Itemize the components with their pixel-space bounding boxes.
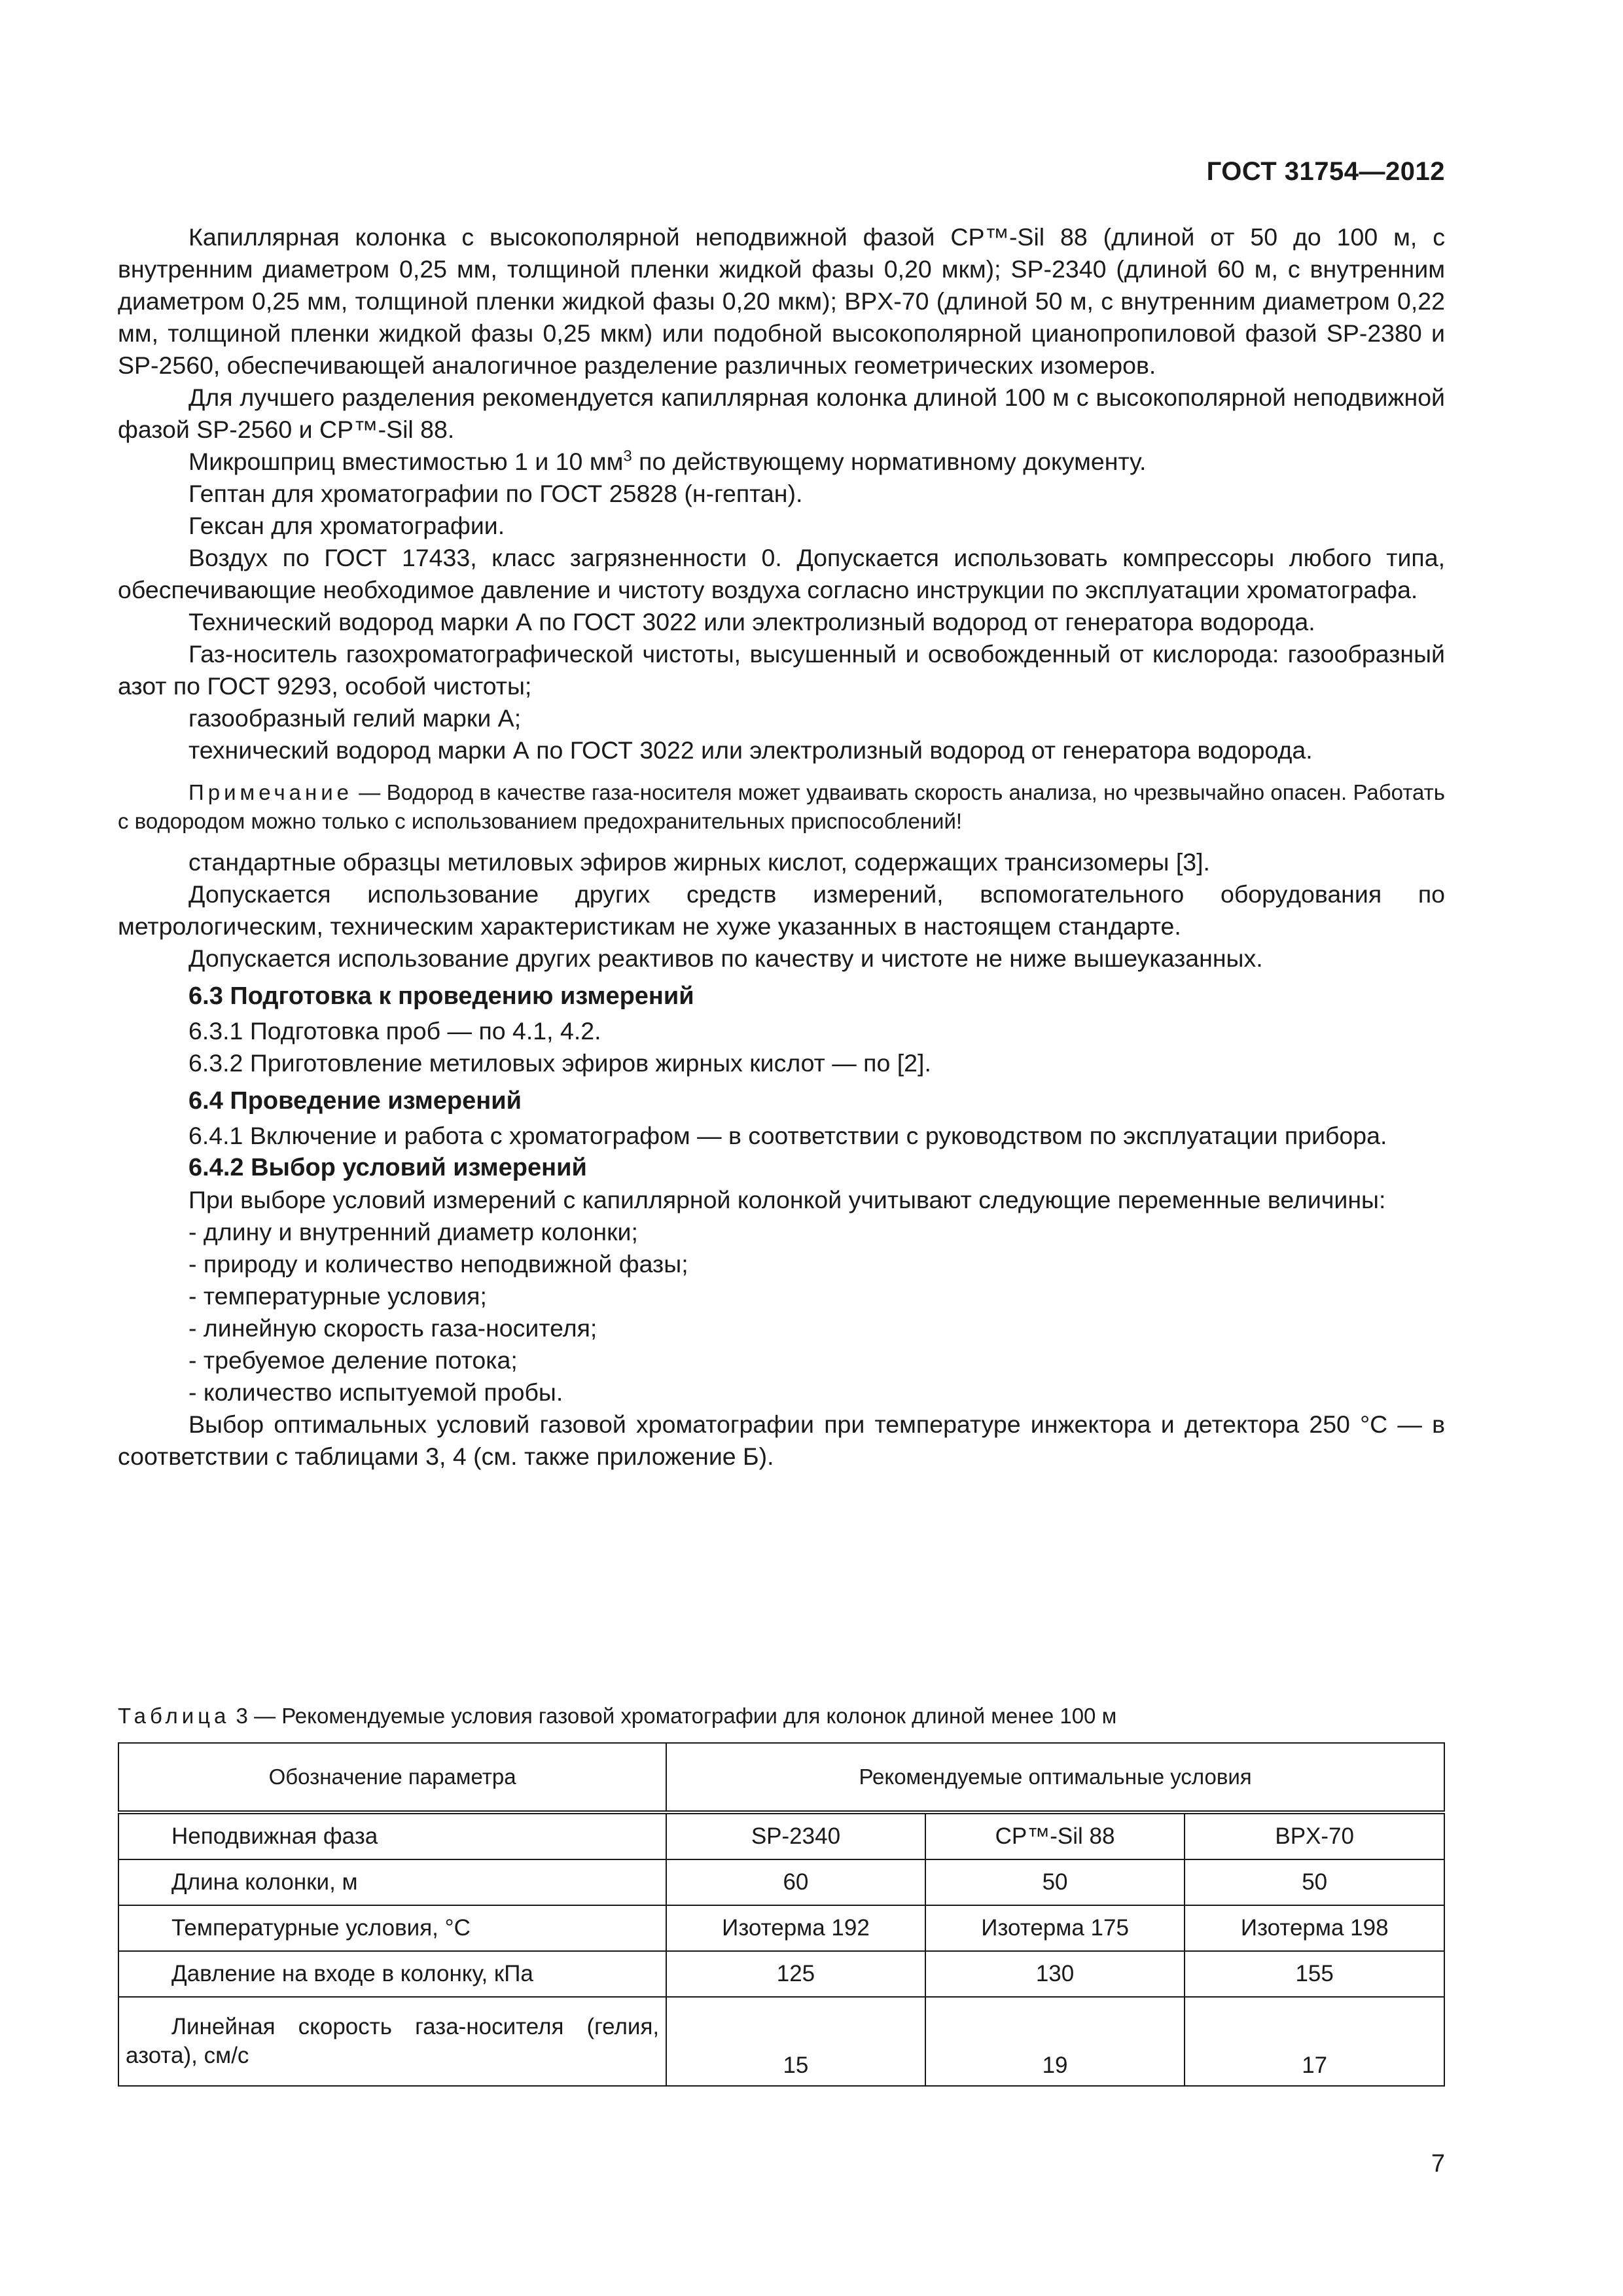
superscript: 3 <box>623 447 632 465</box>
table-cell: SP-2340 <box>666 1812 925 1859</box>
table-cell-param: Длина колонки, м <box>118 1859 666 1905</box>
note <box>118 778 1445 836</box>
paragraph: 6.4.1 Включение и работа с хроматографом — в соответствии с руководством по эксплуатации прибора. <box>188 1122 1387 1149</box>
text: Микрошприц вместимостью 1 и 10 мм <box>188 448 624 475</box>
paragraph: Технический водород марки А по ГОСТ 3022 или электролизный водород от генератора водорода. <box>188 608 1315 636</box>
conditions-table <box>118 1742 1445 2087</box>
paragraph: Для лучшего разделения рекомендуется капиллярная колонка длиной 100 м с высокополярной неподвижной фазой SP-2560 и CP™-Sil 88. <box>118 384 1445 443</box>
paragraph: 6.3.2 Приготовление метиловых эфиров жирных кислот — по [2]. <box>188 1049 931 1077</box>
table-cell: CP™-Sil 88 <box>925 1812 1185 1859</box>
list-item: - линейную скорость газа-носителя; <box>188 1314 597 1342</box>
paragraph: стандартные образцы метиловых эфиров жирных кислот, содержащих трансизомеры [3]. <box>188 848 1210 876</box>
header-cell-parameter: Обозначение параметра <box>118 1743 666 1812</box>
table-cell-param: Неподвижная фаза <box>118 1812 666 1859</box>
table-cell: 50 <box>925 1859 1185 1905</box>
paragraph: технический водород марки А по ГОСТ 3022 или электролизный водород от генератора водорода. <box>188 736 1313 764</box>
header-cell-conditions: Рекомендуемые оптимальные условия <box>666 1743 1444 1812</box>
paragraph: 6.3.1 Подготовка проб — по 4.1, 4.2. <box>188 1017 601 1045</box>
section-heading: 6.3 Подготовка к проведению измерений <box>188 982 694 1010</box>
paragraph: Допускается использование других средств измерений, вспомогательного оборудования по метрологическим, техническим характеристикам не хуже указанных в настоящем стандарте. <box>118 880 1445 940</box>
paragraph: Выбор оптимальных условий газовой хроматографии при температуре инжектора и детектора 250 °С — в соответствии с таблицами 3, 4 (см. также приложение Б). <box>118 1410 1445 1470</box>
list-item: - требуемое деление потока; <box>188 1346 518 1374</box>
table-cell: Изотерма 198 <box>1185 1905 1444 1951</box>
paragraph: Гептан для хроматографии по ГОСТ 25828 (н-гептан). <box>188 480 803 507</box>
table-cell: 60 <box>666 1859 925 1905</box>
paragraph: Гексан для хроматографии. <box>188 512 505 539</box>
paragraph: Воздух по ГОСТ 17433, класс загрязненности 0. Допускается использовать компрессоры любого типа, обеспечивающие необходимое давление и чистоту воздуха согласно инструкции по эксплуатации хроматографа. <box>118 544 1445 603</box>
paragraph: газообразный гелий марки А; <box>188 704 522 732</box>
table-cell: BPX-70 <box>1185 1812 1444 1859</box>
standard-header: ГОСТ 31754—2012 <box>1206 157 1445 186</box>
list-item: - длину и внутренний диаметр колонки; <box>188 1218 638 1246</box>
table-row <box>118 1951 1444 1997</box>
table-cell-param: Температурные условия, °С <box>118 1905 666 1951</box>
paragraph: Допускается использование других реактивов по качеству и чистоте не ниже вышеуказанных. <box>188 944 1263 972</box>
table-cell: 125 <box>666 1951 925 1997</box>
table-cell-param: Давление на входе в колонку, кПа <box>118 1951 666 1997</box>
table-cell: 130 <box>925 1951 1185 1997</box>
text: по действующему нормативному документу. <box>632 448 1147 475</box>
paragraph: Капиллярная колонка с высокополярной неподвижной фазой CP™-Sil 88 (длиной от 50 до 100 м, с внутренним диаметром 0,25 мм, толщиной пленки жидкой фазы 0,20 мкм); SP-2340 (длиной 60 м, с внутренним диаметром 0,25 мм, толщиной пленки жидкой фазы 0,20 мкм); BPX-70 (длиной 50 м, с внутренним диаметром 0,22 мм, толщиной пленки жидкой фазы 0,25 мкм) или подобной высокополярной цианопропиловой фазой SP-2380 и SP-2560, обеспечивающей аналогичное разделение различных геометрических изомеров. <box>118 223 1445 379</box>
table-header-row <box>118 1743 1444 1812</box>
table-cell-param: Линейная скорость газа-носителя (гелия, азота), см/с <box>118 1997 666 2086</box>
table-cell: 17 <box>1185 1997 1444 2086</box>
table-cell: 50 <box>1185 1859 1444 1905</box>
page-number: 7 <box>1431 2150 1445 2178</box>
table-row <box>118 1859 1444 1905</box>
table-caption <box>118 1702 1116 1731</box>
table-row <box>118 1997 1444 2086</box>
table-cell: 19 <box>925 1997 1185 2086</box>
section-heading: 6.4 Проведение измерений <box>188 1087 522 1115</box>
table-cell: 155 <box>1185 1951 1444 1997</box>
paragraph <box>118 446 1445 478</box>
table-row <box>118 1905 1444 1951</box>
table-row <box>118 1812 1444 1859</box>
table-cell: Изотерма 175 <box>925 1905 1185 1951</box>
table-cell: Изотерма 192 <box>666 1905 925 1951</box>
paragraph: При выборе условий измерений с капиллярной колонкой учитывают следующие переменные величины: <box>188 1186 1386 1213</box>
paragraph: Газ-носитель газохроматографической чистоты, высушенный и освобожденный от кислорода: газообразный азот по ГОСТ 9293, особой чистоты; <box>118 640 1445 700</box>
table-cell: 15 <box>666 1997 925 2086</box>
list-item: - природу и количество неподвижной фазы; <box>188 1250 688 1278</box>
subsection-heading: 6.4.2 Выбор условий измерений <box>188 1154 587 1181</box>
list-item: - температурные условия; <box>188 1282 487 1310</box>
note-text: — Водород в качестве газа-носителя может удваивать скорость анализа, но чрезвычайно опасен. Работать с водородом можно только с использованием предохранительных приспособлений! <box>118 780 1445 833</box>
table-caption-text: 3 — Рекомендуемые условия газовой хроматографии для колонок длиной менее 100 м <box>230 1704 1117 1728</box>
list-item: - количество испытуемой пробы. <box>188 1378 563 1406</box>
note-label: Примечание <box>188 780 353 804</box>
table-caption-label: Таблица <box>118 1704 230 1728</box>
body-text <box>118 221 1445 1473</box>
